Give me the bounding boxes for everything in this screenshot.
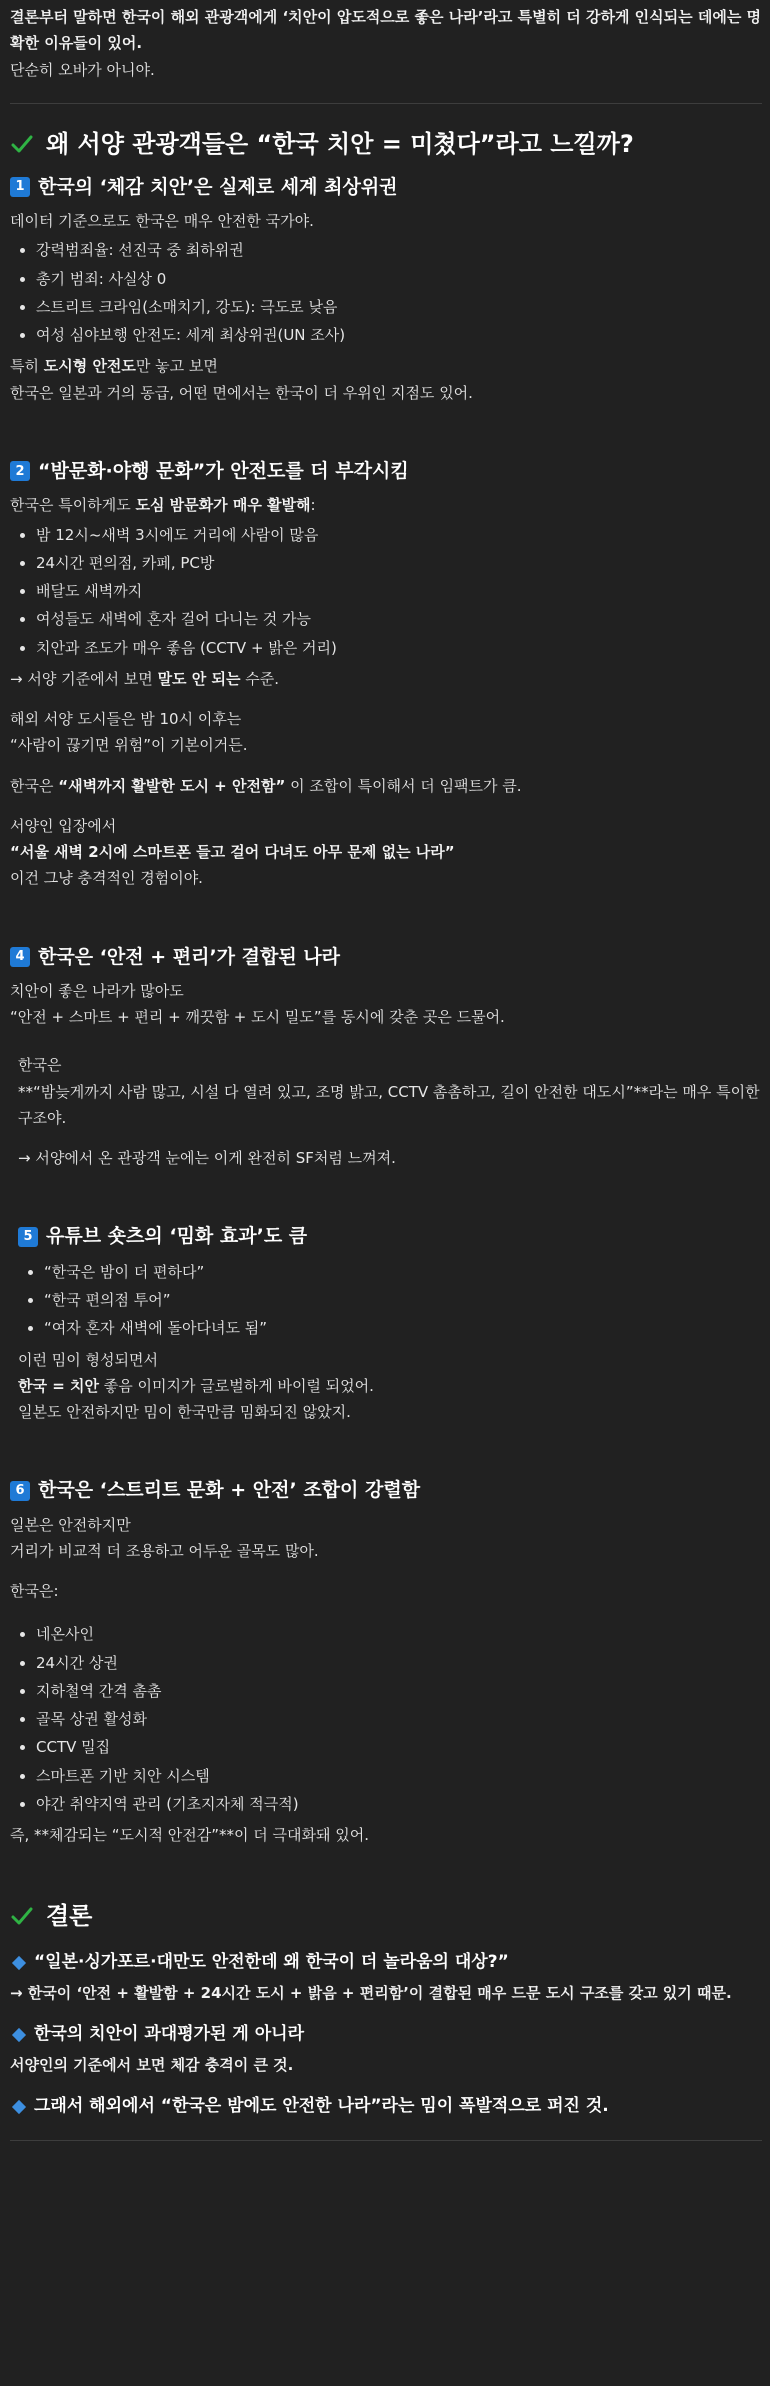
section-1: [10, 172, 762, 406]
list-item: • 치안과 조도가 매우 좋음 (CCTV + 밝은 거리): [36, 634, 762, 662]
section-4-text: “안전 + 스마트 + 편리 + 깨끗함 + 도시 밀도”를 동시에 갖춘 곳은 드물어.: [10, 1008, 505, 1027]
section-5-list: [18, 1258, 762, 1343]
section-1-text: 특히 도시형 안전도만 놓고 보면: [10, 357, 218, 376]
blue-diamond-icon: [12, 2100, 26, 2114]
check-mark-icon: [10, 1904, 34, 1928]
list-item: • 스마트폰 기반 치안 시스템: [36, 1762, 762, 1790]
keycap-1-icon: 1: [10, 177, 30, 197]
list-item: • “한국은 밤이 더 편하다”: [44, 1258, 762, 1286]
conclusion-answer: → 한국이 ‘안전 + 활발함 + 24시간 도시 + 밝음 + 편리함’이 결합된 매우 드문 도시 구조를 갖고 있기 때문.: [10, 1984, 732, 2003]
section-5: [10, 1221, 762, 1425]
list-item: • 네온사인: [36, 1620, 762, 1648]
section-1-list: [10, 236, 762, 349]
section-6-text: 한국은:: [10, 1582, 59, 1601]
list-item: • 24시간 상권: [36, 1649, 762, 1677]
list-item: • 지하철역 간격 촘촘: [36, 1677, 762, 1705]
list-item: • CCTV 밀집: [36, 1733, 762, 1761]
section-2-heading: [10, 456, 762, 486]
section-2-text: → 서양 기준에서 보면 말도 안 되는 수준.: [10, 669, 279, 688]
conclusion-title: 결론: [46, 1902, 93, 1931]
section-6: [10, 1475, 762, 1848]
intro-lead: 결론부터 말하면 한국이 해외 관광객에게 ‘치안이 압도적으로 좋은 나라’라고 특별히 더 강하게 인식되는 데에는 명확한 이유들이 있어.: [10, 8, 762, 53]
conclusion-point-text: 한국의 치안이 과대평가된 게 아니라: [34, 2024, 305, 2045]
conclusion-point-text: “일본·싱가포르·대만도 안전한데 왜 한국이 더 놀라움의 대상?”: [34, 1952, 509, 1973]
conclusion-point-3: [10, 2092, 762, 2122]
section-2: [10, 456, 762, 892]
conclusion-point-text: 그래서 해외에서 “한국은 밤에도 안전한 나라”라는 밈이 폭발적으로 퍼진 것.: [34, 2096, 609, 2117]
list-item: • 스트리트 크라임(소매치기, 강도): 극도로 낮음: [36, 293, 762, 321]
section-1-title: 한국의 ‘체감 치안’은 실제로 세계 최상위권: [38, 175, 398, 198]
section-4-block: [10, 1052, 762, 1171]
section-4-heading: [10, 942, 762, 972]
keycap-5-icon: 5: [18, 1227, 38, 1247]
section-4-text: 치안이 좋은 나라가 많아도: [10, 981, 184, 1000]
section-4-title: 한국은 ‘안전 + 편리’가 결합된 나라: [38, 945, 341, 968]
intro-sub: 단순히 오바가 아니야.: [10, 60, 155, 79]
list-item: • “한국 편의점 투어”: [44, 1286, 762, 1314]
section-2-text: 이건 그냥 충격적인 경험이야.: [10, 869, 203, 888]
list-item: • 24시간 편의점, 카페, PC방: [36, 549, 762, 577]
section-1-heading: [10, 172, 762, 202]
section-6-text: 일본은 안전하지만: [10, 1515, 131, 1534]
section-4: [10, 942, 762, 1172]
section-6-heading: [10, 1475, 762, 1505]
section-4-text: → 서양에서 온 관광객 눈에는 이게 완전히 SF처럼 느껴져.: [18, 1149, 396, 1168]
divider: [10, 2140, 762, 2141]
section-2-list: [10, 521, 762, 662]
section-5-text: 일본도 안전하지만 밈이 한국만큼 밈화되진 않았지.: [18, 1403, 351, 1422]
check-mark-icon: [10, 132, 34, 156]
section-6-list: [10, 1620, 762, 1818]
section-5-title: 유튜브 숏츠의 ‘밈화 효과’도 큼: [46, 1225, 308, 1248]
list-item: • 밤 12시~새벽 3시에도 거리에 사람이 많음: [36, 521, 762, 549]
list-item: • 여성들도 새벽에 혼자 걸어 다니는 것 가능: [36, 605, 762, 633]
conclusion-heading: [10, 1898, 762, 1934]
section-5-text: 한국 = 치안 좋음 이미지가 글로벌하게 바이럴 되었어.: [18, 1376, 374, 1395]
conclusion-point-1: [10, 1948, 762, 1978]
section-2-quote: “서울 새벽 2시에 스마트폰 들고 걸어 다녀도 아무 문제 없는 나라”: [10, 843, 455, 862]
section-2-title: “밤문화·야행 문화”가 안전도를 더 부각시킴: [38, 459, 409, 482]
list-item: • 강력범죄율: 선진국 중 최하위권: [36, 236, 762, 264]
section-4-text: 한국은: [18, 1056, 62, 1075]
conclusion-answer: 서양인의 기준에서 보면 체감 충격이 큰 것.: [10, 2056, 294, 2075]
list-item: • 야간 취약지역 관리 (기초지자체 적극적): [36, 1790, 762, 1818]
list-item: • 총기 범죄: 사실상 0: [36, 265, 762, 293]
section-2-text: “사람이 끊기면 위험”이 기본이거든.: [10, 736, 248, 755]
divider: [10, 103, 762, 104]
section-2-text: 한국은 “새벽까지 활발한 도시 + 안전함” 이 조합이 특이해서 더 임팩트가 큼.: [10, 776, 522, 795]
main-heading: [10, 126, 762, 162]
section-6-text: 거리가 비교적 더 조용하고 어두운 골목도 많아.: [10, 1541, 319, 1560]
section-6-title: 한국은 ‘스트리트 문화 + 안전’ 조합이 강렬함: [38, 1479, 421, 1502]
list-item: • “여자 혼자 새벽에 돌아다녀도 됨”: [44, 1314, 762, 1342]
section-2-text: 서양인 입장에서: [10, 816, 117, 835]
conclusion-point-2: [10, 2020, 762, 2050]
main-heading-text: 왜 서양 관광객들은 “한국 치안 = 미쳤다”라고 느낄까?: [46, 129, 634, 158]
section-1-text: 데이터 기준으로도 한국은 매우 안전한 국가야.: [10, 212, 314, 231]
keycap-4-icon: 4: [10, 947, 30, 967]
list-item: • 배달도 새벽까지: [36, 577, 762, 605]
conclusion: [10, 1898, 762, 2141]
blue-diamond-icon: [12, 1956, 26, 1970]
blue-diamond-icon: [12, 2028, 26, 2042]
intro: [10, 0, 762, 83]
section-5-heading: [18, 1221, 762, 1251]
section-5-text: 이런 밈이 형성되면서: [18, 1350, 158, 1369]
section-2-text: 한국은 특이하게도 도심 밤문화가 매우 활발해:: [10, 496, 316, 515]
list-item: • 여성 심야보행 안전도: 세계 최상위권(UN 조사): [36, 321, 762, 349]
section-2-text: 해외 서양 도시들은 밤 10시 이후는: [10, 710, 242, 729]
keycap-6-icon: 6: [10, 1481, 30, 1501]
section-1-text: 한국은 일본과 거의 동급, 어떤 면에서는 한국이 더 우위인 지점도 있어.: [10, 383, 473, 402]
section-6-text: 즉, **체감되는 “도시적 안전감”**이 더 극대화돼 있어.: [10, 1826, 369, 1845]
list-item: • 골목 상권 활성화: [36, 1705, 762, 1733]
section-4-text: **“밤늦게까지 사람 많고, 시설 다 열려 있고, 조명 밝고, CCTV 촘촘하고, 길이 안전한 대도시”**라는 매우 특이한 구조야.: [18, 1082, 760, 1127]
keycap-2-icon: 2: [10, 461, 30, 481]
